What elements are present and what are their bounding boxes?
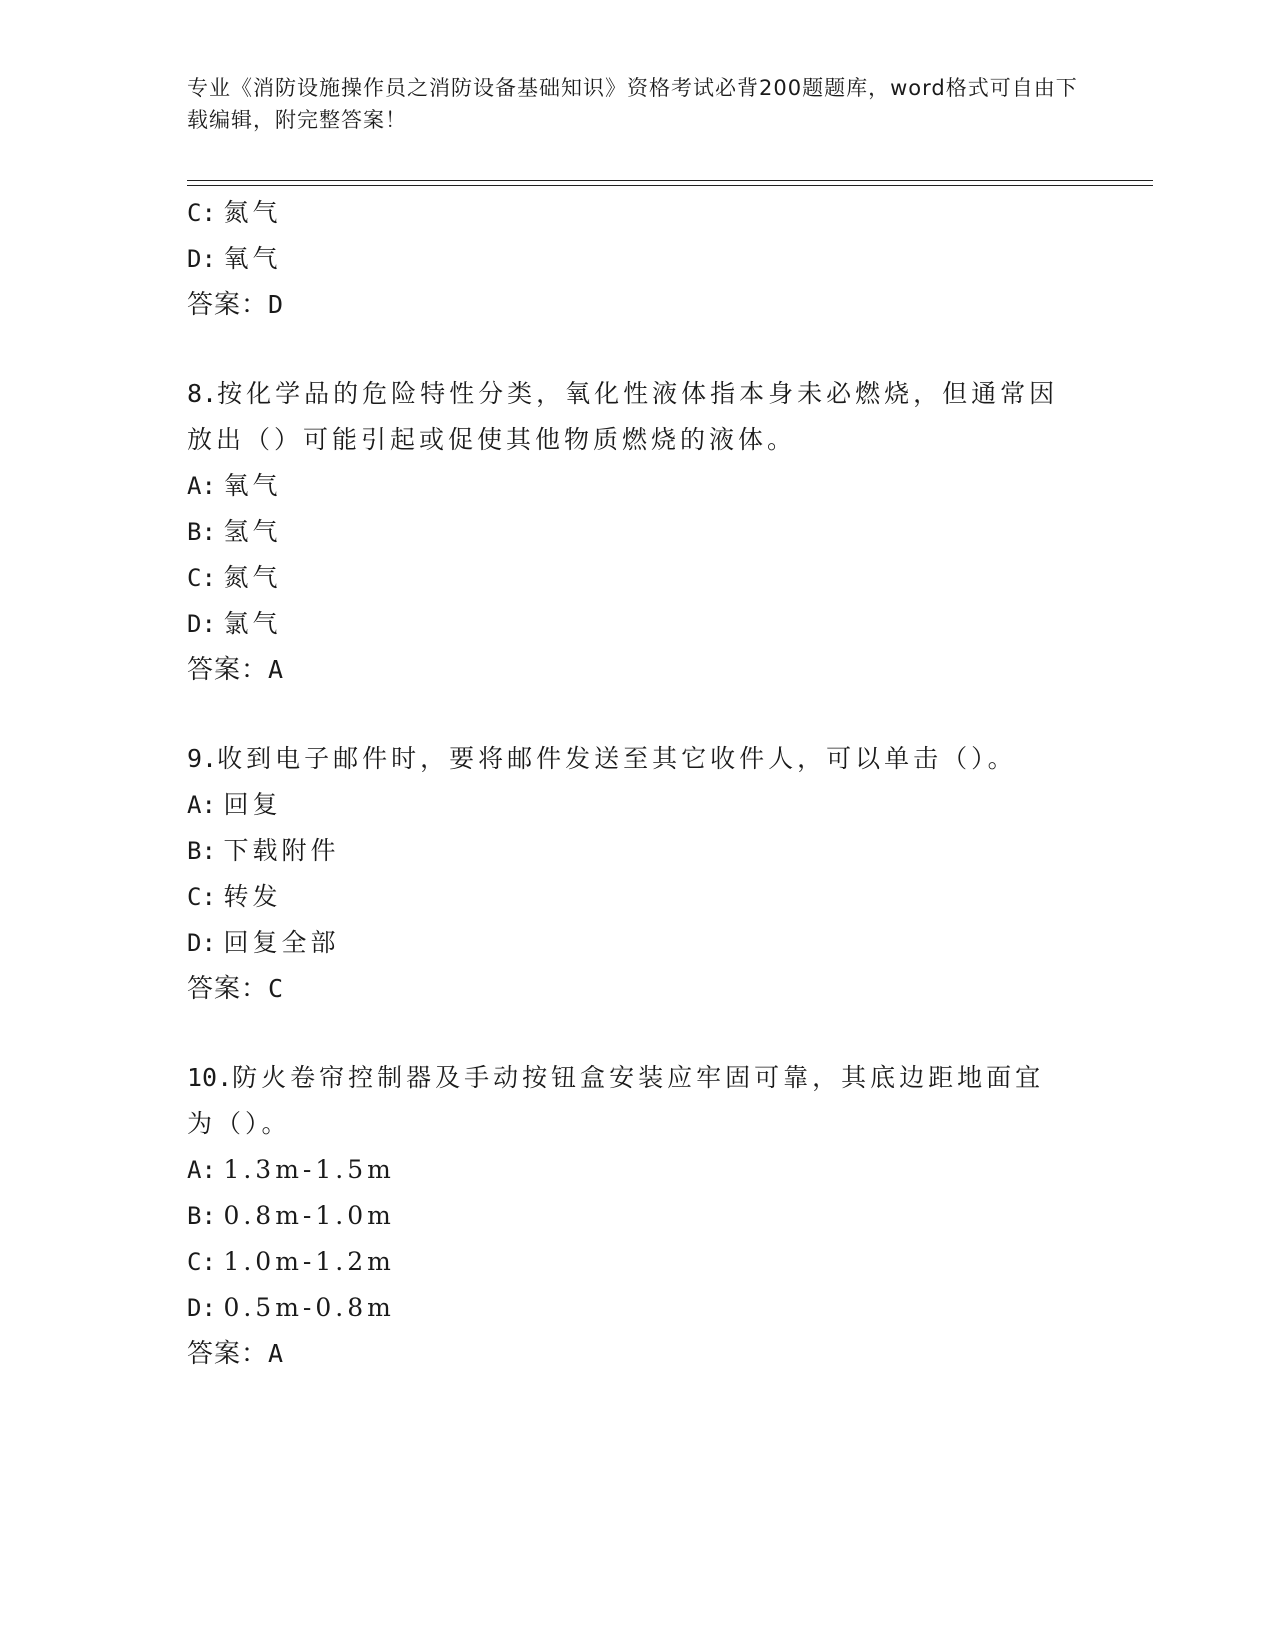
option-text: 回复全部: [223, 928, 340, 957]
answer-value: A: [268, 1339, 285, 1368]
answer-line: [187, 282, 1087, 328]
question-block-8: [187, 371, 1087, 693]
answer-value: D: [268, 290, 285, 319]
option-letter: C: [187, 199, 202, 227]
option-separator: :: [201, 1156, 220, 1184]
option-text: 氢气: [223, 517, 282, 546]
option-d: [187, 1285, 1087, 1331]
option-text: 氯气: [223, 609, 282, 638]
option-a: [187, 782, 1087, 828]
option-letter: B: [187, 518, 202, 546]
answer-value: A: [268, 655, 285, 684]
option-a: [187, 1147, 1087, 1193]
answer-label: 答案：: [187, 290, 269, 320]
answer-label: 答案：: [187, 655, 269, 685]
question-block-7: [187, 190, 1087, 328]
option-letter: B: [187, 837, 202, 865]
option-letter: C: [187, 564, 202, 592]
option-letter: C: [187, 883, 202, 911]
answer-label: 答案：: [187, 1339, 269, 1369]
option-b: [187, 828, 1087, 874]
question-number: 8.: [187, 379, 218, 408]
option-letter: D: [187, 1294, 202, 1322]
option-separator: :: [201, 1294, 220, 1322]
answer-line: [187, 1331, 1087, 1377]
answer-line: [187, 647, 1087, 693]
question-stem: 收到电子邮件时，要将邮件发送至其它收件人，可以单击（）。: [217, 744, 1017, 773]
option-d: [187, 236, 1087, 282]
option-c: [187, 555, 1087, 601]
option-separator: :: [201, 610, 220, 638]
option-separator: :: [201, 1248, 220, 1276]
option-letter: A: [187, 791, 202, 819]
option-letter: C: [187, 1248, 202, 1276]
option-text: 氮气: [223, 198, 282, 227]
document-header: [187, 72, 1087, 136]
option-text: 1.0m-1.2m: [223, 1247, 395, 1276]
question-stem: 防火卷帘控制器及手动按钮盒安装应牢固可靠，其底边距地面宜为（）。: [187, 1063, 1045, 1138]
option-b: [187, 509, 1087, 555]
question-text: [187, 736, 1067, 782]
header-divider-top: [187, 180, 1153, 181]
option-text: 0.8m-1.0m: [223, 1201, 395, 1230]
option-text: 氧气: [223, 471, 282, 500]
option-text: 氧气: [223, 244, 282, 273]
question-text: [187, 371, 1067, 463]
option-letter: B: [187, 1202, 202, 1230]
option-c: [187, 1239, 1087, 1285]
option-text: 回复: [223, 790, 282, 819]
option-text: 1.3m-1.5m: [223, 1155, 395, 1184]
option-letter: D: [187, 929, 202, 957]
option-separator: :: [201, 791, 220, 819]
option-letter: D: [187, 610, 202, 638]
option-b: [187, 1193, 1087, 1239]
option-text: 下载附件: [223, 836, 340, 865]
option-separator: :: [201, 199, 220, 227]
option-letter: A: [187, 1156, 202, 1184]
question-number: 9.: [187, 744, 218, 773]
option-letter: A: [187, 472, 202, 500]
option-separator: :: [201, 883, 220, 911]
option-d: [187, 920, 1087, 966]
header-title: 专业《消防设施操作员之消防设备基础知识》资格考试必背200题题库，word格式可自由下载编辑，附完整答案！: [187, 76, 1078, 132]
question-block-9: [187, 736, 1087, 1012]
question-block-10: [187, 1055, 1087, 1377]
option-separator: :: [201, 564, 220, 592]
answer-value: C: [268, 974, 285, 1003]
option-separator: :: [201, 1202, 220, 1230]
option-c: [187, 874, 1087, 920]
question-stem: 按化学品的危险特性分类，氧化性液体指本身未必燃烧，但通常因放出（）可能引起或促使其他物质燃烧的液体。: [187, 379, 1059, 454]
answer-line: [187, 966, 1087, 1012]
option-a: [187, 463, 1087, 509]
question-text: [187, 1055, 1067, 1147]
option-text: 0.5m-0.8m: [223, 1293, 395, 1322]
option-separator: :: [201, 929, 220, 957]
header-divider-bottom: [187, 185, 1153, 186]
document-body: [187, 190, 1087, 1377]
option-separator: :: [201, 245, 220, 273]
option-separator: :: [201, 837, 220, 865]
option-d: [187, 601, 1087, 647]
option-separator: :: [201, 518, 220, 546]
option-separator: :: [201, 472, 220, 500]
option-letter: D: [187, 245, 202, 273]
option-text: 氮气: [223, 563, 282, 592]
option-c: [187, 190, 1087, 236]
option-text: 转发: [223, 882, 282, 911]
question-number: 10.: [187, 1063, 233, 1092]
answer-label: 答案：: [187, 974, 269, 1004]
